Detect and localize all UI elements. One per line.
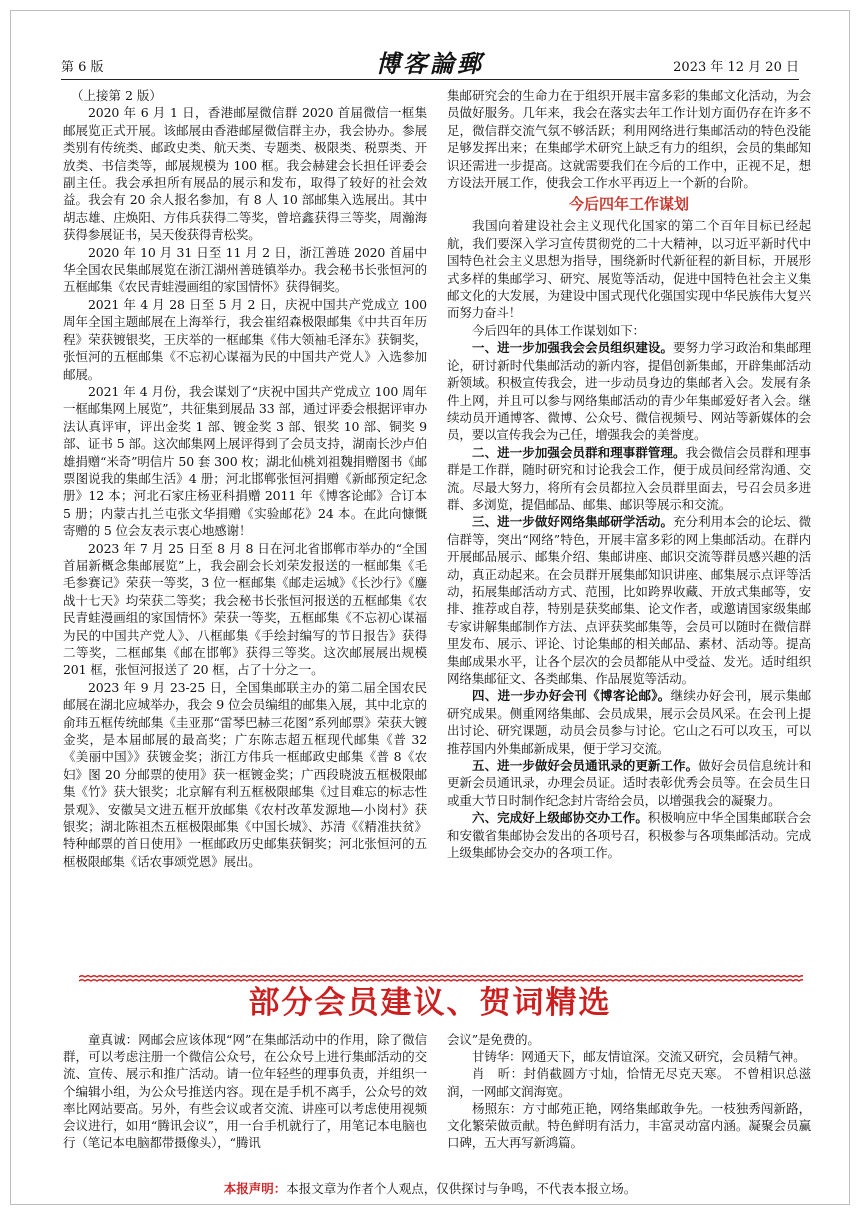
paragraph: 2023 年 7 月 25 日至 8 月 8 日在河北省邯郸市举办的“全国首届新概念集邮展览”上，我会副会长刘荣发报送的一框邮集《毛毛参赛记》荣获一等奖，3 位一框邮集《邮走运城》《长沙行》《鏖战十七天》均荣获二等奖；我会秘书长张恒河报送的五框邮集《农民青蛙漫画组的家国情怀》荣获一等奖，五框邮集《不忘初心谋福为民的中国共产党人》、八框邮集《手绘封编写的节日报告》获得二等奖，二框邮集《邮在邯郸》获得三等奖。这次邮展展出规模 201 框，张恒河报送了 20 框，占了十分之一。: [63, 540, 427, 678]
disclaimer: [11, 1179, 849, 1197]
plan-item-text: 做好会员信息统计和更新会员通讯录，办理会员证。适时表彰优秀会员等。在会员生日或重大节日时制作纪念封片寄给会员，以增强我会的凝聚力。: [447, 758, 811, 808]
paragraph: 童真诚：网邮会应该体现“网”在集邮活动中的作用，除了微信群，可以考虑注册一个微信公众号，在公众号上进行集邮活动的交流、宣传、展示和推广活动。请一位年轻些的理事负责，并组织一个编辑小组，为公众号推送内容。现在是手机不离手，公众号的效率比网站要高。另外，有些会议或者交流、讲座可以考虑使用视频会议进行，如用“腾讯会议”，用一台手机就行了，用笔记本电脑也行（笔记本电脑都带摄像头），“腾讯: [63, 1032, 427, 1151]
paragraph: 2020 年 10 月 31 日至 11 月 2 日，浙江善琏 2020 首届中华全国农民集邮展览在浙江湖州善琏镇举办。我会秘书长张恒河的五框邮集《农民青蛙漫画组的家国情怀》获得铜奖。: [63, 244, 427, 295]
plan-item: [447, 757, 811, 809]
masthead: 博客論郵: [376, 49, 484, 78]
plan-item: [447, 444, 811, 514]
plan-item-heading: 三、进一步做好网络集邮研学活动。: [472, 514, 674, 530]
plan-item-text: 充分利用本会的论坛、微信群等，突出“网络”特色，开展丰富多彩的网上集邮活动。在群内开展邮品展示、邮集介绍、集邮讲座、邮识交流等群员感兴趣的活动，真正动起来。在会员群开展集邮知识讲座、邮集展示点评等活动，拓展集邮活动方式、范围，比如跨界收藏、开放式集邮等，安排、推荐或自荐，特别是获奖邮集、论文作者，或邀请国家级集邮专家讲解集邮制作方法、点评获奖邮集等，会员可以随时在微信群里发布、展示、评论、讨论集邮的相关邮品、素材、活动等。提高集邮成果水平，让各个层次的会员都能从中受益、发光。适时组织网络集邮征文、各类邮集、作品展览等活动。: [447, 514, 811, 686]
plan-item-text: 我会微信会员群和理事群是工作群，随时研究和讨论我会工作，便于成员间经常沟通、交流。尽最大努力，将所有会员都拉入会员群里面去，号召会员多进群、多浏览，提倡邮品、邮集、邮识等展示和交流。: [447, 444, 811, 512]
paragraph: 2021 年 4 月 28 日至 5 月 2 日，庆祝中国共产党成立 100 周年全国主题邮展在上海举行，我会崔绍森极限邮集《中共百年历程》荣获镀银奖，王庆举的一框邮集《伟大领袖毛泽东》获铜奖，张恒河的五框邮集《不忘初心谋福为民的中国共产党人》入选参加邮展。: [63, 296, 427, 382]
paragraph: 杨照东：方寸邮苑正艳，网络集邮敢争先。一枝独秀闯新路，文化繁荣做贡献。特色鲜明有活力，丰富灵动富内涵。凝聚会员赢口碑，五大再写新鸿篇。: [447, 1100, 811, 1151]
paragraph: 甘铸华：网通天下，邮友情谊深。交流又研究，会员精气神。: [472, 1049, 806, 1065]
paragraph: 肖 昕：封俏截圆方寸灿，恰情无尽克天寒。 不曾相识总滋润，一网邮文润海宽。: [447, 1066, 811, 1099]
plan-item-text: 继续办好会刊，展示集邮研究成果。侧重网络集邮、会员成果，展示会员风采。在会刊上提出讨论、研究课题，动员会员参与讨论。它山之石可以攻玉，可以推荐国内外集邮新成果，便于学习交流。: [447, 688, 811, 756]
continued-note: （上接第 2 版）: [71, 88, 162, 103]
disclaimer-label: 本报声明：: [223, 1181, 287, 1196]
issue-date: 2023 年 12 月 20 日: [673, 60, 799, 75]
plan-item: [447, 809, 811, 861]
suggestions-columns: [63, 1031, 811, 1169]
edition-label: 第 6 版: [61, 60, 104, 75]
paragraph: 2020 年 6 月 1 日，香港邮屋微信群 2020 首届微信一框集邮展览正式开展。该邮展由香港邮屋微信群主办，我会协办。参展类别有传统类、邮政史类、航天类、专题类、极限类、税票类、开放类、书信类等，邮展规模为 100 框。我会赫建会长担任评委会副主任。我会承担所有展品的展示和发布，取得了较好的社会效益。我会有 20 余人报名参加，有 8 人 10 部邮集入选展出。其中胡志雄、庄焕阳、方伟兵获得二等奖，曾培鑫获得三等奖，周瀚海获得参展证书，吴天俊获得青松奖。: [63, 105, 427, 243]
left-column: [63, 87, 427, 967]
paragraph: 2023 年 9 月 23-25 日，全国集邮联主办的第二届全国农民邮展在湖北应城举办，我会 9 位会员编组的邮集入展，其中北京的俞玮五框传统邮集《圭亚那“雷琴巴赫三花图”系列邮票》荣获大镀金奖，是本届邮展的最高奖；广东陈志超五框现代邮集《普 32《美丽中国》》获镀金奖；浙江方伟兵一框邮政史邮集《普 8《农妇》图 20 分邮票的使用》获一框镀金奖；广西段晓波五框极限邮集《竹》获大银奖；北京解有利五框极限邮集《过目难忘的标志性景观》、安徽吴文进五框开放邮集《农村改革发源地—小岗村》获银奖；湖北陈祖杰五框极限邮集《中国长城》、苏清《《精准扶贫》特种邮票的首日使用》一框邮政历史邮集获铜奖；河北张恒河的五框极限邮集《话农事颂党恩》展出。: [63, 679, 427, 869]
suggestions-left-column: [63, 1031, 427, 1169]
paragraph: 我国向着建设社会主义现代化国家的第二个百年目标已经起航，我们要深入学习宣传贯彻党的二十大精神，以习近平新时代中国特色社会主义思想为指导，围绕新时代新征程的新目标，开展形式多样的集邮学习、研究、展览等活动，促进中国特色社会主义集邮文化的大发展，为建设中国式现代化强国实现中华民族伟大复兴而努力奋斗！: [447, 218, 811, 321]
suggestions-title: 部分会员建议、贺词精选: [248, 985, 612, 1021]
paragraph: 2021 年 4 月份，我会谋划了“庆祝中国共产党成立 100 周年一框邮集网上展览”，共征集到展品 33 部，通过评委会根据评审办法认真评审，评出金奖 1 部、镀金奖 3 部、银奖 10 部、铜奖 9 部、证书 5 部。这次邮集网上展评得到了会员支持，湖南长沙卢伯雄捐赠“米奇”明信片 50 套 300 枚；湖北仙桃刘祖魏捐赠图书《邮票图说我的集邮生活》4 册；河北邯郸张恒河捐赠《新邮预定纪念册》12 本；河北石家庄杨亚科捐赠 2011 年《博客论邮》合订本 5 册；内蒙古扎兰屯张文华捐赠《实验邮花》24 本。在此向慷慨寄赠的 5 位会友表示衷心地感谢！: [63, 383, 427, 539]
plan-item-text: 要努力学习政治和集邮理论，研讨新时代集邮活动的新内容，提倡创新集邮，开辟集邮活动新领域。积极宣传我会，进一步动员身边的集邮者入会。发展有条件上网，并且可以参与网络集邮活动的青少年集邮爱好者入会。继续动员开通博客、微博、公众号、微信视频号、网站等新媒体的会员，要以宣传我会为己任，增强我会的美誉度。: [447, 340, 811, 443]
plan-item: [447, 339, 811, 443]
plan-item-heading: 五、进一步做好会员通讯录的更新工作。: [472, 758, 699, 774]
suggestions-right-column: [447, 1031, 811, 1169]
section-title: 今后四年工作谋划: [568, 195, 689, 214]
paragraph: 今后四年的具体工作谋划如下：: [472, 322, 645, 338]
plan-item-text: 积极响应中华全国集邮联合会和安徽省集邮协会发出的各项号召，积极参与各项集邮活动。完成上级集邮协会交办的各项工作。: [447, 810, 811, 861]
paragraph: 会议”是免费的。: [447, 1032, 540, 1047]
newspaper-page: [10, 10, 850, 1205]
article-columns: [63, 87, 811, 967]
plan-item: [447, 513, 811, 687]
plan-item-heading: 一、进一步加强我会会员组织建设。: [472, 340, 674, 356]
paragraph: 集邮研究会的生命力在于组织开展丰富多彩的集邮文化活动，为会员做好服务。几年来，我会在落实去年工作计划方面仍存在许多不足，微信群交流气氛不够活跃；利用网络进行集邮活动的特色没能足够发挥出来；在集邮学术研究上缺乏有力的组织，会员的集邮知识还需进一步提高。这就需要我们在今后的工作中，正视不足，想方设法开展工作，使我会工作水平再迈上一个新的台阶。: [447, 88, 811, 191]
plan-item-heading: 四、进一步办好会刊《博客论邮》。: [472, 688, 671, 704]
disclaimer-text: 本报文章为作者个人观点，仅供探讨与争鸣，不代表本报立场。: [286, 1181, 637, 1196]
plan-item-heading: 六、完成好上级邮协交办工作。: [472, 810, 648, 826]
plan-item-heading: 二、进一步加强会员群和理事群管理。: [472, 444, 686, 460]
plan-item: [447, 687, 811, 757]
right-column: [447, 87, 811, 967]
page-header: [61, 39, 799, 80]
wave-divider: [79, 973, 803, 983]
